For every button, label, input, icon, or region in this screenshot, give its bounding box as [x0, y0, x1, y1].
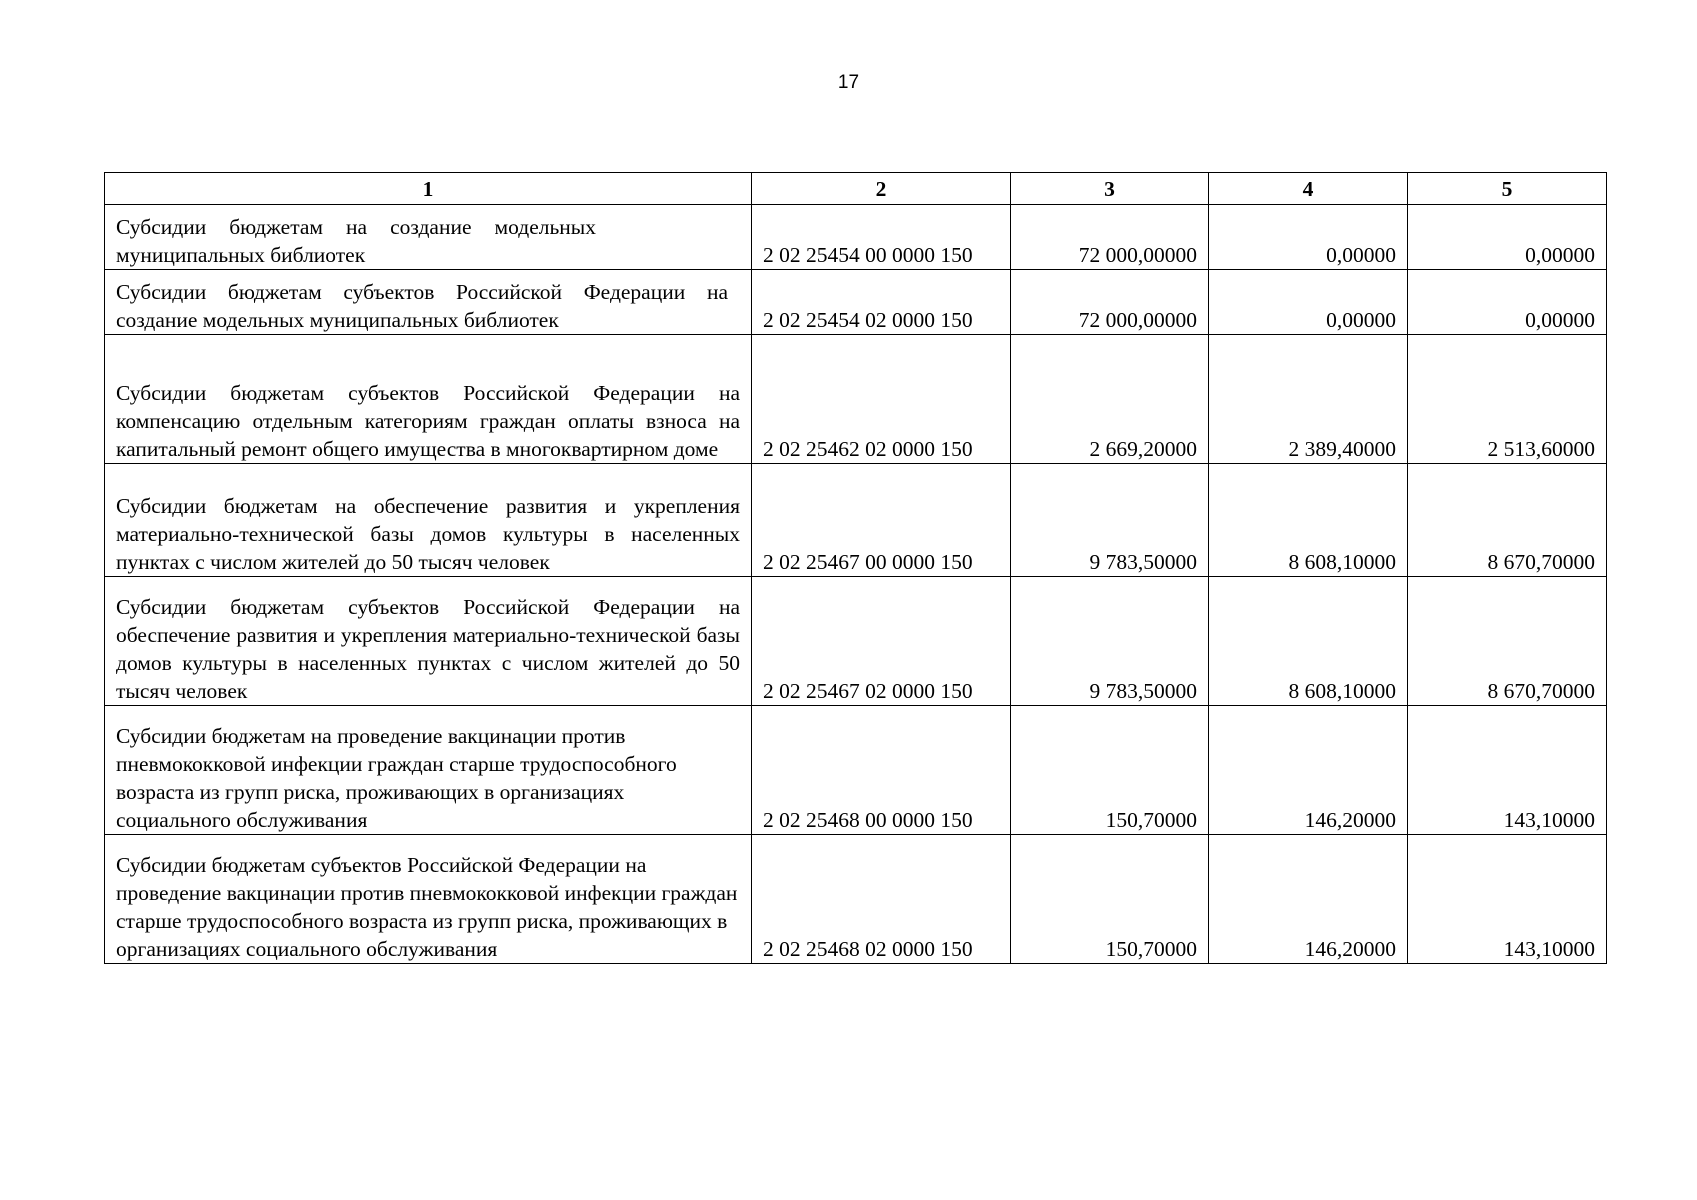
table-row: [105, 835, 1607, 964]
row-description: [105, 577, 752, 706]
row-code: 2 02 25454 02 0000 150: [752, 270, 1011, 335]
table-row: [105, 464, 1607, 577]
row-value-col4: 0,00000: [1209, 205, 1408, 270]
table-header-row: [105, 173, 1607, 205]
row-value-col5: 8 670,70000: [1408, 464, 1607, 577]
row-value-col5: 8 670,70000: [1408, 577, 1607, 706]
row-value-col4: 146,20000: [1209, 706, 1408, 835]
column-header-2: 2: [752, 173, 1011, 205]
row-description: [105, 464, 752, 577]
budget-table: [104, 172, 1607, 964]
row-description: [105, 270, 752, 335]
row-value-col3: 9 783,50000: [1011, 577, 1209, 706]
row-description-text: Субсидии бюджетам на проведение вакцинации против пневмококковой инфекции граждан старше трудоспособного возраста из групп риска, проживающих в организациях социального обслуживания: [116, 724, 677, 832]
row-value-col3: 2 669,20000: [1011, 335, 1209, 464]
row-description-text: Субсидии бюджетам на создание модельных муниципальных библиотек: [116, 215, 596, 267]
row-value-col5: 0,00000: [1408, 205, 1607, 270]
page-number: 17: [837, 72, 860, 93]
row-value-col3: 150,70000: [1011, 835, 1209, 964]
row-value-col4: 2 389,40000: [1209, 335, 1408, 464]
column-header-3: 3: [1011, 173, 1209, 205]
row-description-text: Субсидии бюджетам субъектов Российской Федерации на компенсацию отдельным категориям граждан оплаты взноса на капитальный ремонт общего имущества в многоквартирном доме: [116, 381, 740, 461]
table-row: [105, 577, 1607, 706]
row-description: [105, 835, 752, 964]
row-value-col5: 2 513,60000: [1408, 335, 1607, 464]
row-description: [105, 205, 752, 270]
row-description-text: Субсидии бюджетам на обеспечение развития и укрепления материально-технической базы домов культуры в населенных пунктах с числом жителей до 50 тысяч человек: [116, 494, 740, 574]
table-row: [105, 335, 1607, 464]
row-code: 2 02 25468 00 0000 150: [752, 706, 1011, 835]
row-description-text: Субсидии бюджетам субъектов Российской Федерации на обеспечение развития и укрепления материально-технической базы домов культуры в населенных пунктах с числом жителей до 50 тысяч человек: [116, 595, 740, 703]
row-value-col3: 72 000,00000: [1011, 205, 1209, 270]
row-code: 2 02 25467 02 0000 150: [752, 577, 1011, 706]
column-header-5: 5: [1408, 173, 1607, 205]
row-description: [105, 335, 752, 464]
table-row: [105, 205, 1607, 270]
row-value-col4: 0,00000: [1209, 270, 1408, 335]
row-description-text: Субсидии бюджетам субъектов Российской Федерации на создание модельных муниципальных библиотек: [116, 280, 728, 332]
row-code: 2 02 25467 00 0000 150: [752, 464, 1011, 577]
row-value-col3: 72 000,00000: [1011, 270, 1209, 335]
row-description-text: Субсидии бюджетам субъектов Российской Федерации на проведение вакцинации против пневмококковой инфекции граждан старше трудоспособного возраста из групп риска, проживающих в организациях социального обслуживания: [116, 853, 738, 961]
row-value-col5: 143,10000: [1408, 835, 1607, 964]
table-row: [105, 270, 1607, 335]
column-header-1: 1: [105, 173, 752, 205]
row-value-col4: 8 608,10000: [1209, 464, 1408, 577]
row-value-col3: 9 783,50000: [1011, 464, 1209, 577]
table-row: [105, 706, 1607, 835]
column-header-4: 4: [1209, 173, 1408, 205]
row-value-col4: 8 608,10000: [1209, 577, 1408, 706]
row-code: 2 02 25468 02 0000 150: [752, 835, 1011, 964]
row-value-col5: 143,10000: [1408, 706, 1607, 835]
row-description: [105, 706, 752, 835]
row-code: 2 02 25454 00 0000 150: [752, 205, 1011, 270]
row-value-col3: 150,70000: [1011, 706, 1209, 835]
row-value-col5: 0,00000: [1408, 270, 1607, 335]
row-code: 2 02 25462 02 0000 150: [752, 335, 1011, 464]
row-value-col4: 146,20000: [1209, 835, 1408, 964]
